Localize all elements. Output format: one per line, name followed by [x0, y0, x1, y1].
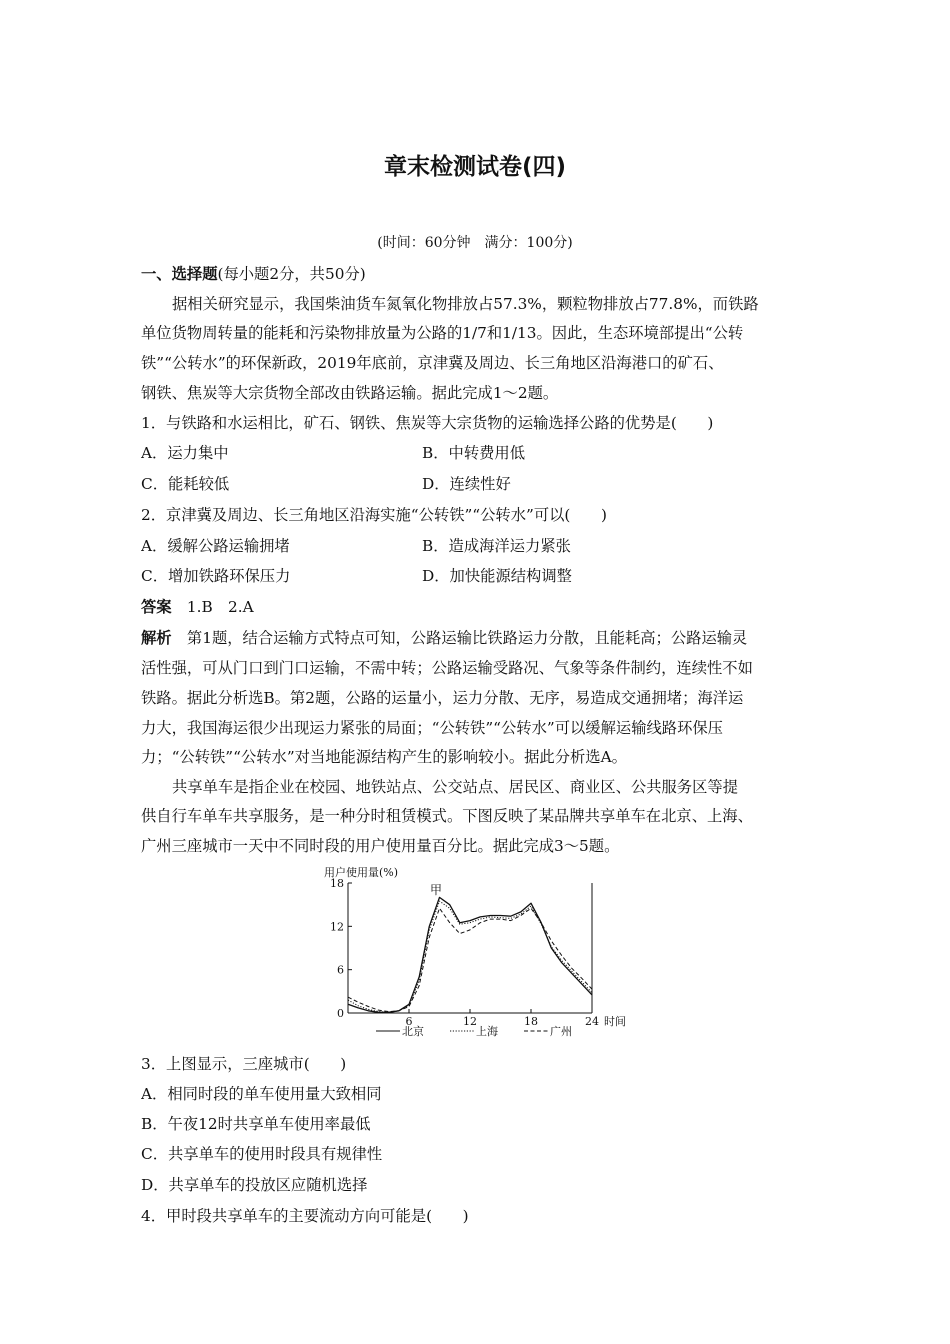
q2-stem: 2．京津冀及周边、长三角地区沿海实施“公转铁”“公转水”可以( ) — [141, 506, 607, 524]
analysis-line — [141, 628, 811, 648]
x-tick-label: 12 — [463, 1015, 477, 1028]
passage2-line: 供自行车单车共享服务，是一种分时租赁模式。下图反映了某品牌共享单车在北京、上海、 — [141, 807, 753, 825]
section-heading — [141, 264, 811, 284]
y-tick-label: 12 — [330, 920, 344, 934]
passage1-line: 钢铁、焦炭等大宗货物全部改由铁路运输。据此完成1～2题。 — [141, 384, 559, 402]
legend-label: 北京 — [402, 1025, 424, 1038]
q3-option-d: D．共享单车的投放区应随机选择 — [141, 1176, 368, 1194]
q1-option-d: D．连续性好 — [422, 475, 511, 493]
q3-option-b: B．午夜12时共享单车使用率最低 — [141, 1115, 371, 1133]
analysis-text: 第1题，结合运输方式特点可知，公路运输比铁路运力分散，且能耗高；公路运输灵 — [186, 629, 748, 647]
answer-label: 答案 — [141, 598, 172, 616]
exam-info: (时间：60分钟 满分：100分) — [377, 235, 573, 251]
chart-svg — [318, 863, 638, 1045]
q1-option-b: B．中转费用低 — [422, 444, 526, 462]
passage2-line: 广州三座城市一天中不同时段的用户使用量百分比。据此完成3～5题。 — [141, 837, 620, 855]
analysis-line: 力大，我国海运很少出现运力紧张的局面；“公转铁”“公转水”可以缓解运输线路环保压 — [141, 719, 723, 737]
answer-text: 1.B 2.A — [186, 598, 254, 616]
legend-label: 上海 — [476, 1025, 498, 1038]
bike-usage-chart — [318, 863, 638, 1049]
section-title: 一、选择题 — [141, 265, 218, 283]
y-tick-label: 18 — [330, 877, 344, 890]
y-axis-label: 用户使用量(%) — [324, 866, 399, 879]
x-tick-label: 6 — [405, 1015, 413, 1028]
y-tick-label: 0 — [337, 1007, 344, 1020]
y-tick-label: 6 — [337, 963, 344, 977]
analysis-line: 铁路。据此分析选B。第2题，公路的运量小，运力分散、无序，易造成交通拥堵；海洋运 — [141, 689, 744, 707]
series-line-3 — [348, 908, 592, 1011]
x-tick-label: 18 — [524, 1015, 538, 1028]
analysis-line: 力；“公转铁”“公转水”对当地能源结构产生的影响较小。据此分析选A。 — [141, 748, 627, 766]
series-group — [348, 897, 592, 1012]
q1-stem: 1．与铁路和水运相比，矿石、钢铁、焦炭等大宗货物的运输选择公路的优势是( ) — [141, 414, 714, 432]
x-axis-label: 时间 — [604, 1015, 626, 1028]
q1-option-a: A．运力集中 — [141, 444, 229, 462]
passage1-line: 铁”“公转水”的环保新政，2019年底前，京津冀及周边、长三角地区沿海港口的矿石、 — [141, 354, 724, 372]
q3-option-c: C．共享单车的使用时段具有规律性 — [141, 1145, 383, 1163]
series-line-1 — [348, 897, 592, 1012]
page-title: 章末检测试卷(四) — [383, 154, 567, 180]
q4-stem: 4．甲时段共享单车的主要流动方向可能是( ) — [141, 1207, 469, 1225]
x-tick-label: 24 — [585, 1015, 599, 1028]
q2-option-b: B．造成海洋运力紧张 — [422, 537, 571, 555]
series-line-2 — [348, 901, 592, 1012]
q2-option-a: A．缓解公路运输拥堵 — [141, 537, 290, 555]
annotation-jia: 甲 — [430, 883, 443, 897]
passage2-line: 共享单车是指企业在校园、地铁站点、公交站点、居民区、商业区、公共服务区等提 — [172, 778, 738, 796]
y-tick-group — [330, 877, 352, 1020]
passage1-line: 据相关研究显示，我国柴油货车氮氧化物排放占57.3%，颗粒物排放占77.8%，而铁路 — [172, 295, 759, 313]
passage1-line: 单位货物周转量的能耗和污染物排放量为公路的1/7和1/13。因此，生态环境部提出“公转 — [141, 324, 744, 342]
q3-option-a: A．相同时段的单车使用量大致相同 — [141, 1085, 382, 1103]
section-note: (每小题2分，共50分) — [217, 265, 366, 283]
legend-label: 广州 — [550, 1025, 572, 1038]
q2-option-c: C．增加铁路环保压力 — [141, 567, 291, 585]
analysis-label: 解析 — [141, 629, 172, 647]
analysis-line: 活性强，可从门口到门口运输，不需中转；公路运输受路况、气象等条件制约，连续性不如 — [141, 659, 753, 677]
answer-line — [141, 597, 811, 617]
q3-stem: 3．上图显示，三座城市( ) — [141, 1055, 347, 1073]
q1-option-c: C．能耗较低 — [141, 475, 230, 493]
q2-option-d: D．加快能源结构调整 — [422, 567, 572, 585]
